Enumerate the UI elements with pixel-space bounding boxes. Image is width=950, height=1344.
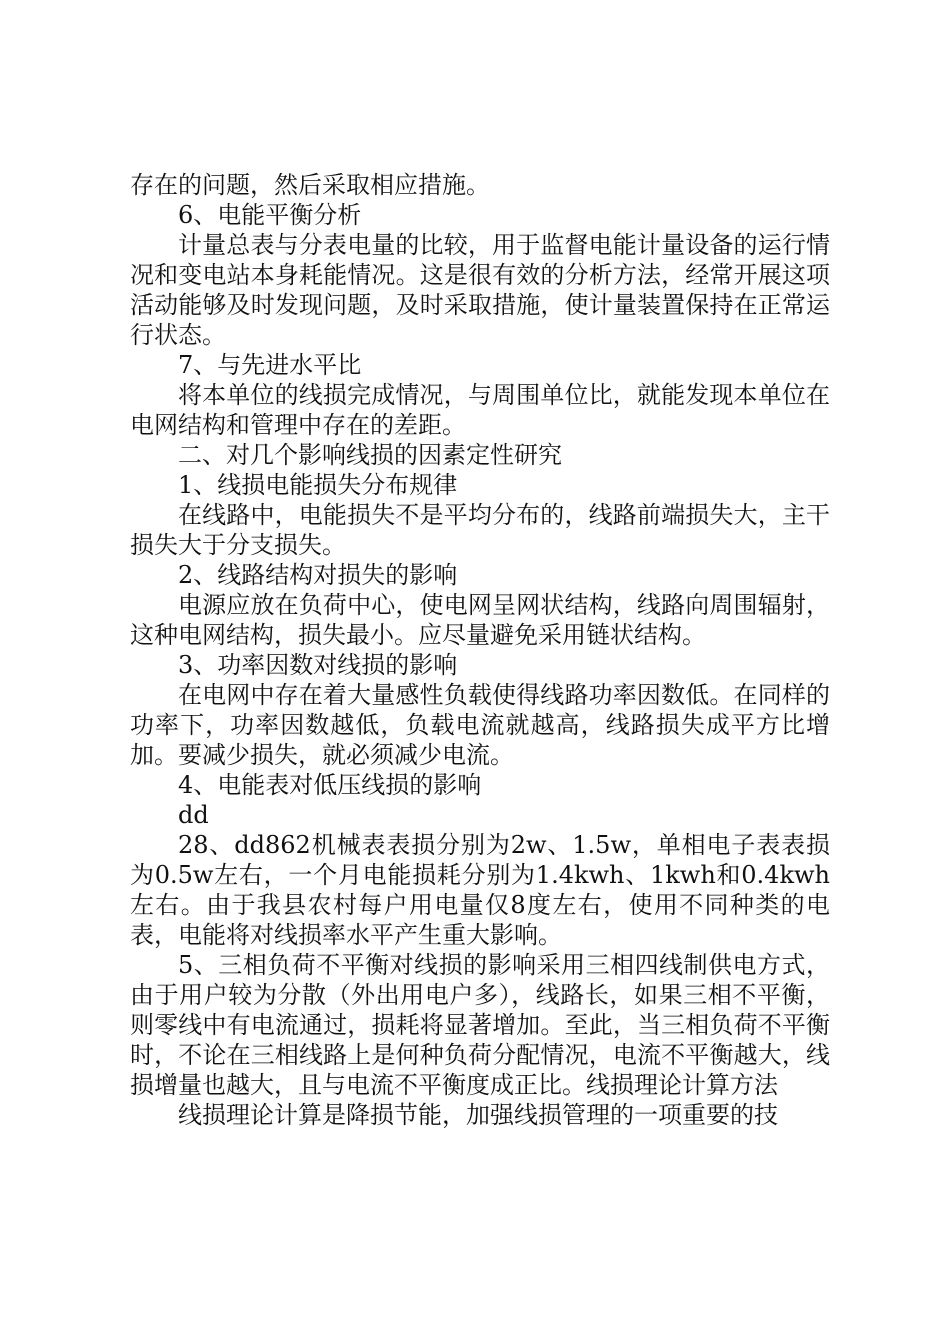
chapter-heading: 二、对几个影响线损的因素定性研究 (178, 441, 562, 469)
section-heading: 6、电能平衡分析 (178, 201, 362, 229)
document-page (130, 170, 830, 1130)
section-heading: 4、电能表对低压线损的影响 (178, 771, 482, 799)
section-heading: 3、功率因数对线损的影响 (178, 651, 458, 679)
paragraph: 计量总表与分表电量的比较，用于监督电能计量设备的运行情况和变电站本身耗能情况。这是很有效的分析方法，经常开展这项活动能够及时发现问题，及时采取措施，使计量装置保持在正常运行状态。 (130, 231, 830, 349)
section-heading: 7、与先进水平比 (178, 351, 362, 379)
paragraph: 电源应放在负荷中心，使电网呈网状结构，线路向周围辐射，这种电网结构，损失最小。应尽量避免采用链状结构。 (130, 591, 830, 649)
paragraph: 在线路中，电能损失不是平均分布的，线路前端损失大，主干损失大于分支损失。 (130, 501, 830, 559)
paragraph: 5、三相负荷不平衡对线损的影响采用三相四线制供电方式，由于用户较为分散（外出用电户多），线路长，如果三相不平衡，则零线中有电流通过，损耗将显著增加。至此，当三相负荷不平衡时，不论在三相线路上是何种负荷分配情况，电流不平衡越大，线损增量也越大，且与电流不平衡度成正比。线损理论计算方法 (130, 951, 830, 1099)
paragraph: 28、dd862机械表表损分别为2w、1.5w，单相电子表表损为0.5w左右，一个月电能损耗分别为1.4kwh、1kwh和0.4kwh左右。由于我县农村每户用电量仅8度左右，使用不同种类的电表，电能将对线损率水平产生重大影响。 (130, 831, 830, 949)
paragraph: 在电网中存在着大量感性负载使得线路功率因数低。在同样的功率下，功率因数越低，负载电流就越高，线路损失成平方比增加。要减少损失，就必须减少电流。 (130, 681, 830, 769)
paragraph: 将本单位的线损完成情况，与周围单位比，就能发现本单位在电网结构和管理中存在的差距。 (130, 381, 830, 439)
section-heading: 1、线损电能损失分布规律 (178, 471, 458, 499)
paragraph: dd (178, 801, 209, 829)
section-heading: 2、线路结构对损失的影响 (178, 561, 458, 589)
paragraph: 线损理论计算是降损节能，加强线损管理的一项重要的技 (178, 1101, 778, 1129)
paragraph: 存在的问题，然后采取相应措施。 (130, 171, 490, 199)
